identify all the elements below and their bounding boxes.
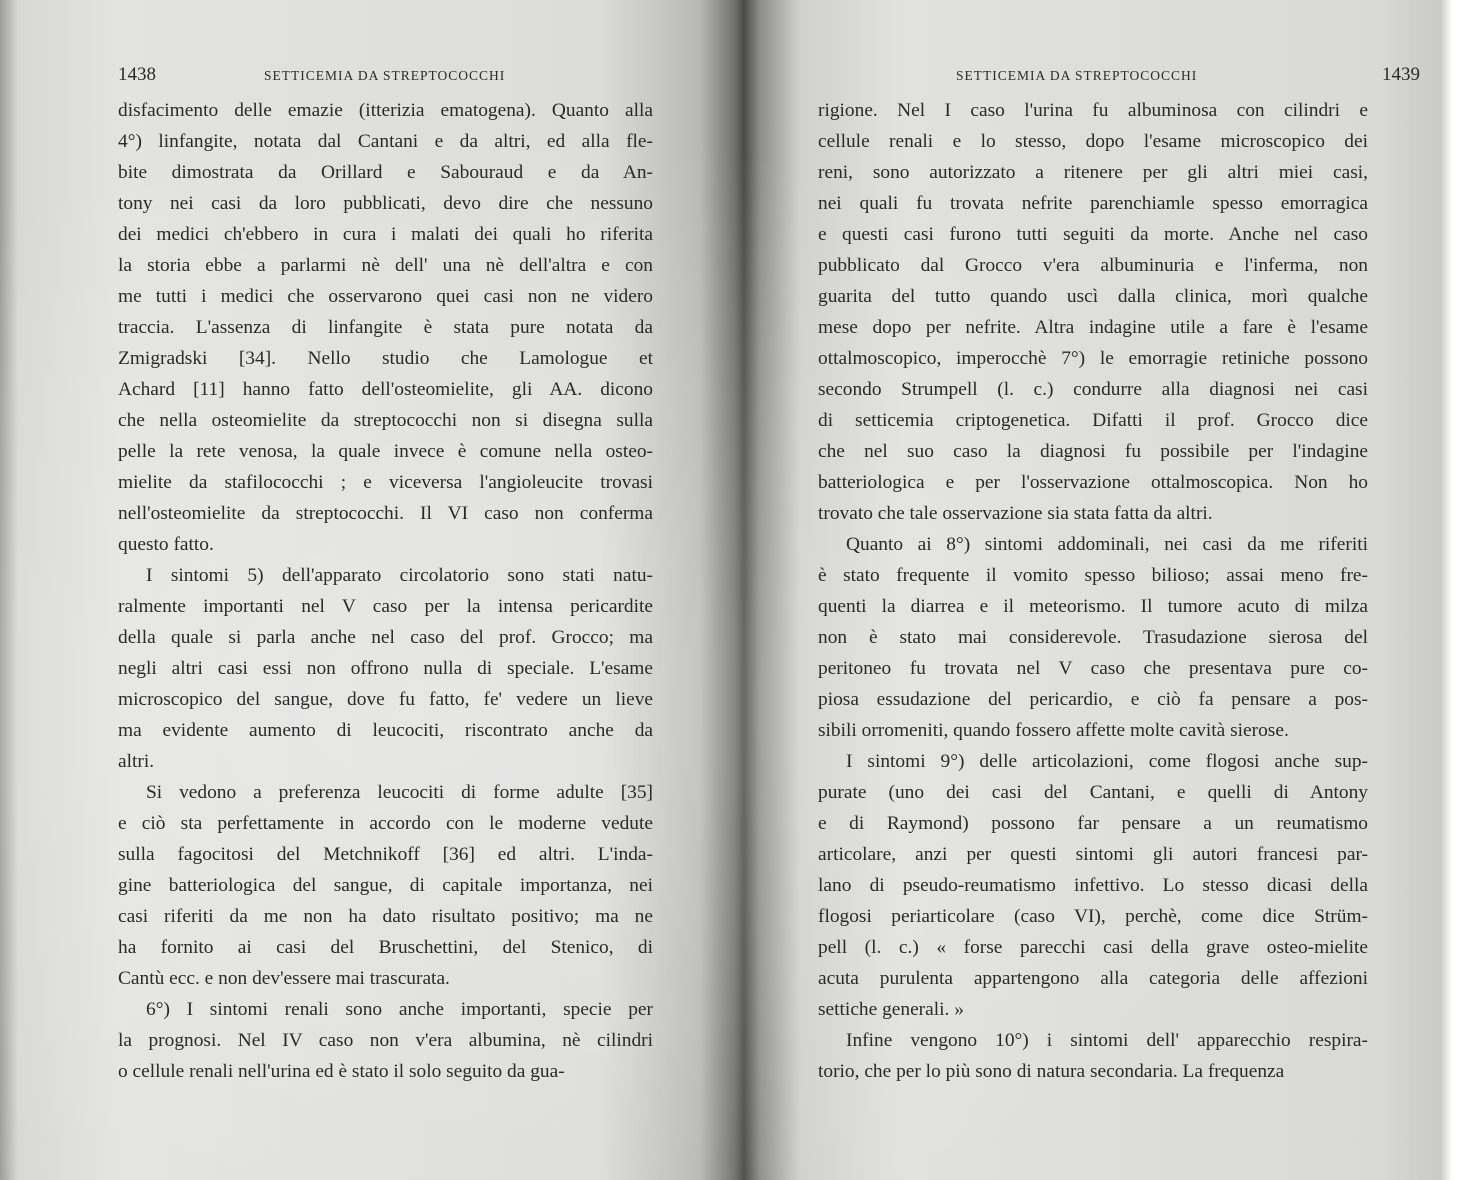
text-line: ma evidente aumento di leucociti, riscontrato anche da — [118, 720, 653, 741]
text-line: o cellule renali nell'urina ed è stato il solo seguito da gua- — [118, 1061, 565, 1082]
text-line: della quale si parla anche nel caso del prof. Grocco; ma — [118, 627, 653, 648]
text-line: lano di pseudo-reumatismo infettivo. Lo stesso dicasi della — [818, 875, 1368, 896]
text-line: Cantù ecc. e non dev'essere mai trascurata. — [118, 968, 450, 989]
text-line: ha fornito ai casi del Bruschettini, del Stenico, di — [118, 937, 653, 958]
text-line: me tutti i medici che osservarono quei casi non ne videro — [118, 286, 653, 307]
right-page-text — [818, 95, 1368, 1087]
text-line: che nella osteomielite da streptococchi non si disegna sulla — [118, 410, 653, 431]
text-line: disfacimento delle emazie (itterizia ematogena). Quanto alla — [118, 100, 653, 121]
text-line: sulla fagocitosi del Metchnikoff [36] ed altri. L'inda- — [118, 844, 653, 865]
text-line: microscopico del sangue, dove fu fatto, fe' vedere un lieve — [118, 689, 653, 710]
text-line: reni, sono autorizzato a ritenere per gli altri miei casi, — [818, 162, 1368, 183]
text-line: tony nei casi da loro pubblicati, devo dire che nessuno — [118, 193, 653, 214]
text-line: e di Raymond) possono far pensare a un reumatismo — [818, 813, 1368, 834]
text-line: non è stato mai considerevole. Trasudazione sierosa del — [818, 627, 1368, 648]
text-line: gine batteriologica del sangue, di capitale importanza, nei — [118, 875, 653, 896]
right-running-head: SETTICEMIA DA STREPTOCOCCHI — [956, 68, 1198, 83]
text-line: I sintomi 9°) delle articolazioni, come flogosi anche sup- — [846, 751, 1368, 772]
text-line: nei quali fu trovata nefrite parenchiamle spesso emorragica — [818, 193, 1368, 214]
left-page-text — [118, 95, 653, 1087]
text-line: mese dopo per nefrite. Altra indagine utile a fare è l'esame — [818, 317, 1368, 338]
text-line: mielite da stafilococchi ; e viceversa l'angioleucite trovasi — [118, 472, 653, 493]
text-line: flogosi periarticolare (caso VI), perchè, come dice Strüm- — [818, 906, 1368, 927]
text-line: purate (uno dei casi del Cantani, e quelli di Antony — [818, 782, 1368, 803]
text-line: bite dimostrata da Orillard e Sabouraud e da An- — [118, 162, 653, 183]
text-line: negli altri casi essi non offrono nulla di speciale. L'esame — [118, 658, 653, 679]
text-line: peritoneo fu trovata nel V caso che presentava pure co- — [818, 658, 1368, 679]
text-line: 6°) I sintomi renali sono anche importanti, specie per — [146, 999, 653, 1020]
text-line: dei medici ch'ebbero in cura i malati dei quali ho riferita — [118, 224, 653, 245]
text-line: quenti la diarrea e il meteorismo. Il tumore acuto di milza — [818, 596, 1368, 617]
text-line: articolare, anzi per questi sintomi gli autori francesi par- — [818, 844, 1368, 865]
text-line: la prognosi. Nel IV caso non v'era albumina, nè cilindri — [118, 1030, 653, 1051]
text-line: Zmigradski [34]. Nello studio che Lamologue et — [118, 348, 653, 369]
text-line: pell (l. c.) « forse parecchi casi della grave osteo-mielite — [818, 937, 1368, 958]
text-line: nell'osteomielite da streptococchi. Il VI caso non conferma — [118, 503, 653, 524]
text-line: acuta purulenta appartengono alla categoria delle affezioni — [818, 968, 1368, 989]
text-line: traccia. L'assenza di linfangite è stata pure notata da — [118, 317, 653, 338]
text-line: casi riferiti da me non ha dato risultato positivo; ma ne — [118, 906, 653, 927]
text-line: Quanto ai 8°) sintomi addominali, nei casi da me riferiti — [846, 534, 1368, 555]
text-line: ralmente importanti nel V caso per la intensa pericardite — [118, 596, 653, 617]
text-line: pelle la rete venosa, la quale invece è comune nella osteo- — [118, 441, 653, 462]
text-line: altri. — [118, 751, 155, 772]
text-line: guarita del tutto quando uscì dalla clinica, morì qualche — [818, 286, 1368, 307]
text-line: 4°) linfangite, notata dal Cantani e da altri, ed alla fle- — [118, 131, 653, 152]
text-line: è stato frequente il vomito spesso bilioso; assai meno fre- — [818, 565, 1368, 586]
text-line: e ciò sta perfettamente in accordo con le moderne vedute — [118, 813, 653, 834]
text-line: secondo Strumpell (l. c.) condurre alla diagnosi nei casi — [818, 379, 1368, 400]
text-line: rigione. Nel I caso l'urina fu albuminosa con cilindri e — [818, 100, 1368, 121]
text-line: questo fatto. — [118, 534, 214, 555]
left-running-head: SETTICEMIA DA STREPTOCOCCHI — [264, 68, 506, 83]
right-page-header — [956, 66, 1456, 92]
text-line: di setticemia criptogenetica. Difatti il prof. Grocco dice — [818, 410, 1368, 431]
text-line: torio, che per lo più sono di natura secondaria. La frequenza — [818, 1061, 1285, 1082]
left-page-number: 1438 — [118, 64, 156, 85]
left-page-header — [118, 66, 658, 92]
right-page — [748, 0, 1468, 1180]
text-line: settiche generali. » — [818, 999, 964, 1020]
text-line: trovato che tale osservazione sia stata fatta da altri. — [818, 503, 1213, 524]
text-line: la storia ebbe a parlarmi nè dell' una nè dell'altra e con — [118, 255, 653, 276]
text-line: batteriologica e per l'osservazione ottalmoscopica. Non ho — [818, 472, 1368, 493]
text-line: che nel suo caso la diagnosi fu possibile per l'indagine — [818, 441, 1368, 462]
text-line: sibili orromeniti, quando fossero affette molte cavità sierose. — [818, 720, 1289, 741]
right-page-number: 1439 — [1382, 64, 1420, 85]
text-line: cellule renali e lo stesso, dopo l'esame microscopico dei — [818, 131, 1368, 152]
text-line: I sintomi 5) dell'apparato circolatorio sono stati natu- — [146, 565, 653, 586]
text-line: e questi casi furono tutti seguiti da morte. Anche nel caso — [818, 224, 1368, 245]
text-line: Achard [11] hanno fatto dell'osteomielite, gli AA. dicono — [118, 379, 653, 400]
scan-edge — [1452, 0, 1468, 1180]
text-line: piosa essudazione del pericardio, e ciò fa pensare a pos- — [818, 689, 1368, 710]
text-line: Infine vengono 10°) i sintomi dell' apparecchio respira- — [846, 1030, 1368, 1051]
text-line: pubblicato dal Grocco v'era albuminuria e l'inferma, non — [818, 255, 1368, 276]
text-line: ottalmoscopico, imperocchè 7°) le emorragie retiniche possono — [818, 348, 1368, 369]
text-line: Si vedono a preferenza leucociti di forme adulte [35] — [146, 782, 653, 803]
